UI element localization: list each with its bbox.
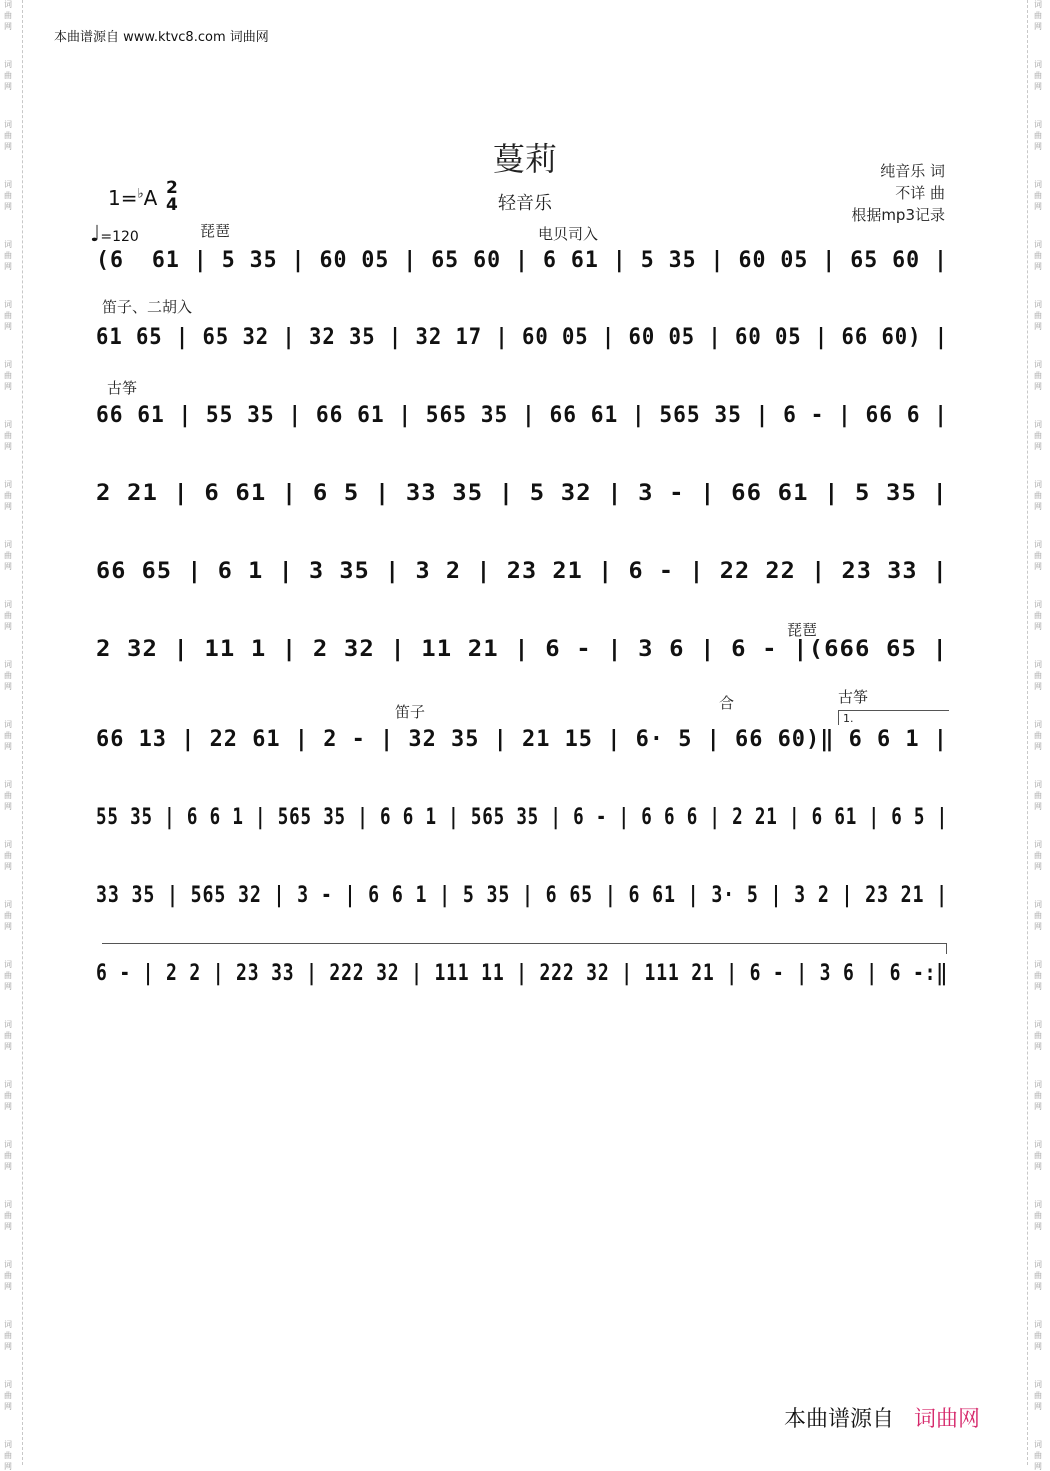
volta-bracket (838, 710, 949, 725)
watermark-char: 词 (1034, 420, 1042, 429)
watermark-char: 词 (1034, 600, 1042, 609)
watermark-char: 网 (4, 862, 12, 871)
score-line (96, 727, 952, 767)
watermark-char: 网 (1034, 1162, 1042, 1171)
watermark-char: 词 (4, 300, 12, 309)
watermark-char: 词 (4, 1080, 12, 1089)
annotation-guzheng-2: 古筝 (838, 688, 869, 706)
watermark-char: 网 (4, 1342, 12, 1351)
score-line (96, 248, 952, 288)
watermark-char: 词 (1034, 1200, 1042, 1209)
watermark-char: 网 (4, 922, 12, 931)
watermark-char: 网 (4, 1042, 12, 1051)
watermark-char: 曲 (4, 1391, 12, 1400)
watermark-char: 网 (4, 1402, 12, 1411)
watermark-char: 曲 (4, 1451, 12, 1460)
watermark-char: 网 (1034, 322, 1042, 331)
watermark-char: 词 (1034, 840, 1042, 849)
watermark-char: 曲 (4, 431, 12, 440)
watermark-char: 词 (1034, 1020, 1042, 1029)
watermark-char: 网 (4, 262, 12, 271)
watermark-char: 词 (4, 840, 12, 849)
watermark-char: 曲 (1034, 131, 1042, 140)
tempo-text: =120 (100, 229, 139, 245)
annotation-dizi-erhu: 笛子、二胡入 (102, 298, 193, 316)
watermark-char: 曲 (1034, 11, 1042, 20)
watermark-char: 词 (1034, 960, 1042, 969)
page-title: 蔓莉 (492, 140, 557, 178)
key-note: A (143, 186, 158, 210)
right-edge-line (1027, 0, 1028, 1465)
credit-lyricist: 纯音乐 词 (880, 162, 945, 180)
annotation-dizi: 笛子 (395, 703, 426, 721)
watermark-char: 曲 (1034, 971, 1042, 980)
watermark-char: 词 (4, 900, 12, 909)
watermark-char: 网 (1034, 862, 1042, 871)
left-edge-line (22, 0, 23, 1465)
watermark-char: 网 (4, 802, 12, 811)
watermark-char: 曲 (4, 1211, 12, 1220)
watermark-char: 曲 (1034, 1331, 1042, 1340)
score-line-text: 2 32 | 11 1 | 2 32 | 11 21 | 6 - | 3 6 | 6 - |(666 65 | (96, 637, 948, 662)
watermark-char: 词 (1034, 300, 1042, 309)
watermark-char: 曲 (4, 311, 12, 320)
watermark-char: 词 (1034, 780, 1042, 789)
watermark-char: 曲 (1034, 71, 1042, 80)
score-line (96, 481, 952, 521)
watermark-char: 网 (1034, 82, 1042, 91)
watermark-char: 曲 (1034, 1031, 1042, 1040)
watermark-char: 网 (1034, 502, 1042, 511)
watermark-char: 词 (4, 1320, 12, 1329)
watermark-char: 曲 (1034, 371, 1042, 380)
score-line-text: 66 65 | 6 1 | 3 35 | 3 2 | 23 21 | 6 - | 22 22 | 23 33 | (96, 559, 948, 584)
watermark-char: 词 (4, 420, 12, 429)
watermark-char: 网 (1034, 1042, 1042, 1051)
watermark-char: 网 (4, 382, 12, 391)
key-prefix: 1= (108, 186, 138, 210)
watermark-char: 曲 (1034, 671, 1042, 680)
watermark-char: 曲 (1034, 191, 1042, 200)
watermark-char: 词 (4, 1380, 12, 1389)
watermark-char: 词 (4, 180, 12, 189)
watermark-char: 网 (1034, 922, 1042, 931)
watermark-char: 曲 (4, 671, 12, 680)
repeat-bracket (102, 943, 947, 954)
watermark-char: 词 (4, 1260, 12, 1269)
score-line-text: (6 61 | 5 35 | 60 05 | 65 60 | 6 61 | 5 35 | 60 05 | 65 60 | (96, 248, 948, 273)
watermark-char: 网 (1034, 802, 1042, 811)
watermark-char: 曲 (4, 491, 12, 500)
watermark-char: 网 (4, 622, 12, 631)
watermark-char: 曲 (1034, 611, 1042, 620)
watermark-char: 曲 (1034, 731, 1042, 740)
watermark-char: 曲 (4, 731, 12, 740)
watermark-char: 曲 (4, 911, 12, 920)
watermark-char: 曲 (1034, 1391, 1042, 1400)
watermark-char: 词 (1034, 540, 1042, 549)
watermark-char: 网 (4, 22, 12, 31)
watermark-char: 曲 (4, 1031, 12, 1040)
watermark-char: 网 (4, 142, 12, 151)
watermark-char: 曲 (1034, 911, 1042, 920)
footer (784, 1402, 980, 1433)
watermark-char: 网 (4, 202, 12, 211)
watermark-char: 网 (4, 442, 12, 451)
left-watermark-strip (2, 0, 16, 1471)
watermark-char: 网 (4, 1462, 12, 1471)
watermark-char: 曲 (4, 11, 12, 20)
watermark-char: 曲 (1034, 311, 1042, 320)
watermark-char: 网 (1034, 1282, 1042, 1291)
footer-prefix: 本曲谱源自 (784, 1407, 895, 1432)
watermark-char: 曲 (4, 251, 12, 260)
watermark-char: 词 (1034, 900, 1042, 909)
watermark-char: 词 (1034, 1440, 1042, 1449)
right-watermark-strip (1032, 0, 1046, 1471)
watermark-char: 曲 (4, 191, 12, 200)
annotation-he: 合 (719, 694, 735, 712)
watermark-char: 词 (4, 540, 12, 549)
watermark-char: 词 (1034, 240, 1042, 249)
watermark-char: 网 (4, 322, 12, 331)
watermark-char: 网 (1034, 382, 1042, 391)
watermark-char: 曲 (4, 971, 12, 980)
watermark-char: 词 (1034, 180, 1042, 189)
watermark-char: 曲 (4, 71, 12, 80)
score-line-text: 66 61 | 55 35 | 66 61 | 565 35 | 66 61 | 565 35 | 6 - | 66 6 | (96, 403, 948, 428)
watermark-char: 网 (4, 82, 12, 91)
score-line-text: 66 13 | 22 61 | 2 - | 32 35 | 21 15 | 6· 5 | 66 60)‖ 6 6 1 | (96, 727, 948, 752)
watermark-char: 网 (4, 502, 12, 511)
watermark-char: 网 (1034, 142, 1042, 151)
watermark-char: 词 (4, 1140, 12, 1149)
watermark-char: 网 (1034, 202, 1042, 211)
watermark-char: 词 (1034, 120, 1042, 129)
watermark-char: 网 (1034, 22, 1042, 31)
watermark-char: 词 (1034, 720, 1042, 729)
score-line (96, 403, 952, 443)
watermark-char: 词 (1034, 60, 1042, 69)
annotation-dianbei: 电贝司入 (538, 225, 599, 243)
watermark-char: 网 (1034, 982, 1042, 991)
score-line-text: 6 - | 2 2 | 23 33 | 222 32 | 111 11 | 222 32 | 111 21 | 6 - | 3 6 | 6 -:‖ (96, 961, 948, 986)
watermark-char: 曲 (1034, 791, 1042, 800)
watermark-char: 网 (1034, 262, 1042, 271)
watermark-char: 网 (1034, 1342, 1042, 1351)
watermark-char: 词 (1034, 1140, 1042, 1149)
watermark-char: 曲 (4, 1091, 12, 1100)
watermark-char: 网 (1034, 442, 1042, 451)
watermark-char: 曲 (1034, 491, 1042, 500)
credit-note: 根据mp3记录 (851, 206, 945, 224)
annotation-pipa: 琵琶 (200, 222, 231, 240)
watermark-char: 词 (1034, 660, 1042, 669)
watermark-char: 词 (4, 720, 12, 729)
watermark-char: 网 (4, 1282, 12, 1291)
watermark-char: 词 (4, 1440, 12, 1449)
watermark-char: 词 (1034, 480, 1042, 489)
watermark-char: 词 (1034, 1380, 1042, 1389)
watermark-char: 曲 (1034, 251, 1042, 260)
watermark-char: 词 (4, 120, 12, 129)
watermark-char: 词 (4, 480, 12, 489)
watermark-char: 网 (1034, 622, 1042, 631)
score-line (96, 559, 952, 599)
tempo-marking (90, 222, 139, 247)
watermark-char: 曲 (1034, 1451, 1042, 1460)
watermark-char: 曲 (1034, 1271, 1042, 1280)
time-bottom: 4 (166, 195, 178, 215)
watermark-char: 词 (4, 600, 12, 609)
watermark-char: 网 (1034, 1102, 1042, 1111)
watermark-char: 曲 (1034, 851, 1042, 860)
watermark-char: 曲 (1034, 551, 1042, 560)
watermark-char: 曲 (4, 131, 12, 140)
watermark-char: 曲 (1034, 1151, 1042, 1160)
watermark-char: 词 (1034, 1080, 1042, 1089)
score-line-text: 2 21 | 6 61 | 6 5 | 33 35 | 5 32 | 3 - | 66 61 | 5 35 | (96, 481, 948, 506)
watermark-char: 词 (4, 60, 12, 69)
watermark-char: 曲 (4, 851, 12, 860)
watermark-char: 网 (1034, 562, 1042, 571)
watermark-char: 词 (1034, 1320, 1042, 1329)
watermark-char: 网 (4, 982, 12, 991)
watermark-char: 网 (1034, 742, 1042, 751)
annotation-pipa-2: 琵琶 (787, 621, 818, 639)
score-line-text: 61 65 | 65 32 | 32 35 | 32 17 | 60 05 | 60 05 | 60 05 | 66 60) | (96, 325, 948, 350)
watermark-char: 词 (4, 1020, 12, 1029)
watermark-char: 网 (4, 562, 12, 571)
watermark-char: 曲 (1034, 1211, 1042, 1220)
score-line (96, 883, 952, 923)
watermark-char: 词 (4, 240, 12, 249)
key-signature (108, 178, 178, 215)
watermark-char: 网 (4, 1102, 12, 1111)
watermark-char: 网 (1034, 1402, 1042, 1411)
watermark-char: 网 (1034, 1462, 1042, 1471)
watermark-char: 网 (1034, 1222, 1042, 1231)
watermark-char: 曲 (4, 791, 12, 800)
watermark-char: 曲 (4, 611, 12, 620)
footer-brand: 词曲网 (914, 1407, 981, 1432)
time-top: 2 (166, 178, 178, 198)
score-line (96, 325, 952, 365)
quarter-note-icon: ♩ (90, 222, 101, 247)
watermark-char: 词 (4, 960, 12, 969)
watermark-char: 网 (4, 1162, 12, 1171)
watermark-char: 曲 (1034, 1091, 1042, 1100)
watermark-char: 网 (4, 742, 12, 751)
header-source-text: 本曲谱源自 www.ktvc8.com 词曲网 (54, 30, 269, 45)
watermark-char: 词 (4, 780, 12, 789)
score-line-text: 55 35 | 6 6 1 | 565 35 | 6 6 1 | 565 35 | 6 - | 6 6 6 | 2 21 | 6 61 | 6 5 | (96, 805, 948, 830)
watermark-char: 词 (4, 360, 12, 369)
watermark-char: 词 (4, 660, 12, 669)
watermark-char: 网 (4, 1222, 12, 1231)
credit-composer: 不详 曲 (895, 184, 945, 202)
watermark-char: 曲 (4, 551, 12, 560)
score-line-text: 33 35 | 565 32 | 3 - | 6 6 1 | 5 35 | 6 65 | 6 61 | 3· 5 | 3 2 | 23 21 | (96, 883, 948, 908)
watermark-char: 词 (4, 1200, 12, 1209)
watermark-char: 词 (1034, 360, 1042, 369)
score-line (96, 961, 952, 1001)
watermark-char: 曲 (4, 1151, 12, 1160)
watermark-char: 网 (4, 682, 12, 691)
score-line (96, 637, 952, 677)
score-line (96, 805, 952, 845)
watermark-char: 曲 (1034, 431, 1042, 440)
watermark-char: 网 (1034, 682, 1042, 691)
volta-label: 1. (843, 712, 854, 725)
watermark-char: 曲 (4, 371, 12, 380)
watermark-char: 曲 (4, 1271, 12, 1280)
watermark-char: 词 (4, 0, 12, 9)
watermark-char: 词 (1034, 0, 1042, 9)
watermark-char: 词 (1034, 1260, 1042, 1269)
page-subtitle: 轻音乐 (498, 193, 552, 214)
time-signature (166, 180, 178, 214)
watermark-char: 曲 (4, 1331, 12, 1340)
annotation-guzheng: 古筝 (107, 379, 138, 397)
flat-sign: ♭ (137, 186, 144, 202)
